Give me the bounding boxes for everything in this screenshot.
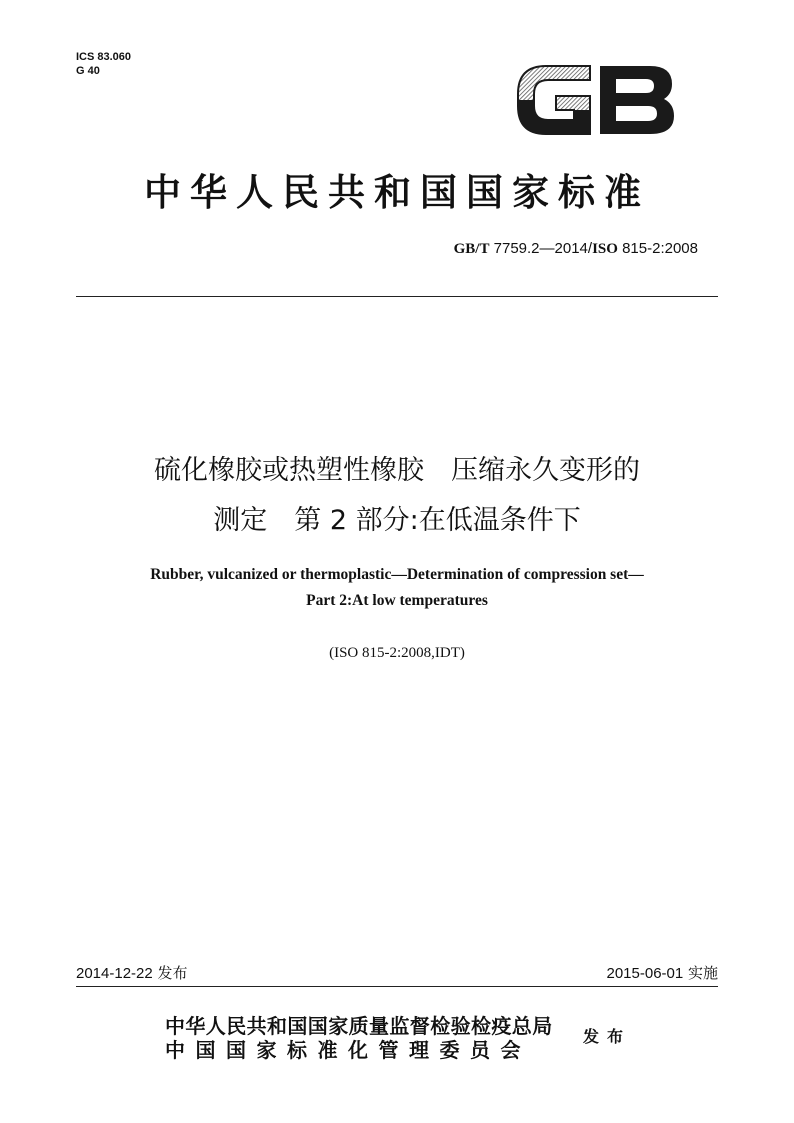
- ics-code: ICS 83.060: [76, 51, 132, 63]
- implementation-date-label: 实施: [683, 964, 718, 982]
- header-divider: [76, 296, 718, 297]
- standard-number: [454, 240, 698, 258]
- footer-divider: [76, 986, 718, 987]
- issue-date-label: 发布: [152, 964, 188, 982]
- gb-logo-icon: [512, 60, 680, 140]
- equivalence-note: (ISO 815-2:2008,IDT): [329, 645, 465, 661]
- classification-codes: [76, 50, 131, 78]
- issuer-line-1: 中华人民共和国国家质量监督检验检疫总局: [165, 1014, 553, 1038]
- issue-date: [76, 962, 188, 983]
- chinese-title-line-1: 硫化橡胶或热塑性橡胶 压缩永久变形的: [154, 455, 640, 486]
- issuer-line-2: 中国国家标准化管理委员会: [165, 1038, 531, 1062]
- standard-category-title: 中华人民共和国国家标准: [144, 171, 650, 214]
- standard-code: 7759.2—2014/: [489, 240, 593, 257]
- chinese-title-line-2: 测定 第 2 部分:在低温条件下: [213, 505, 581, 536]
- english-title-line-2: Part 2:At low temperatures: [306, 592, 488, 609]
- standard-iso-code: 815-2:2008: [617, 240, 698, 257]
- implementation-date-value: 2015-06-01: [606, 965, 684, 982]
- implementation-date: [606, 962, 718, 983]
- english-title-line-1: Rubber, vulcanized or thermoplastic—Determination of compression set—: [150, 566, 644, 583]
- ccs-code: G 40: [76, 65, 100, 77]
- standard-prefix: GB/T: [453, 241, 490, 257]
- issue-date-value: 2014-12-22: [76, 965, 153, 982]
- standard-iso-prefix: ISO: [592, 241, 618, 257]
- publish-label: 发布: [583, 1027, 632, 1046]
